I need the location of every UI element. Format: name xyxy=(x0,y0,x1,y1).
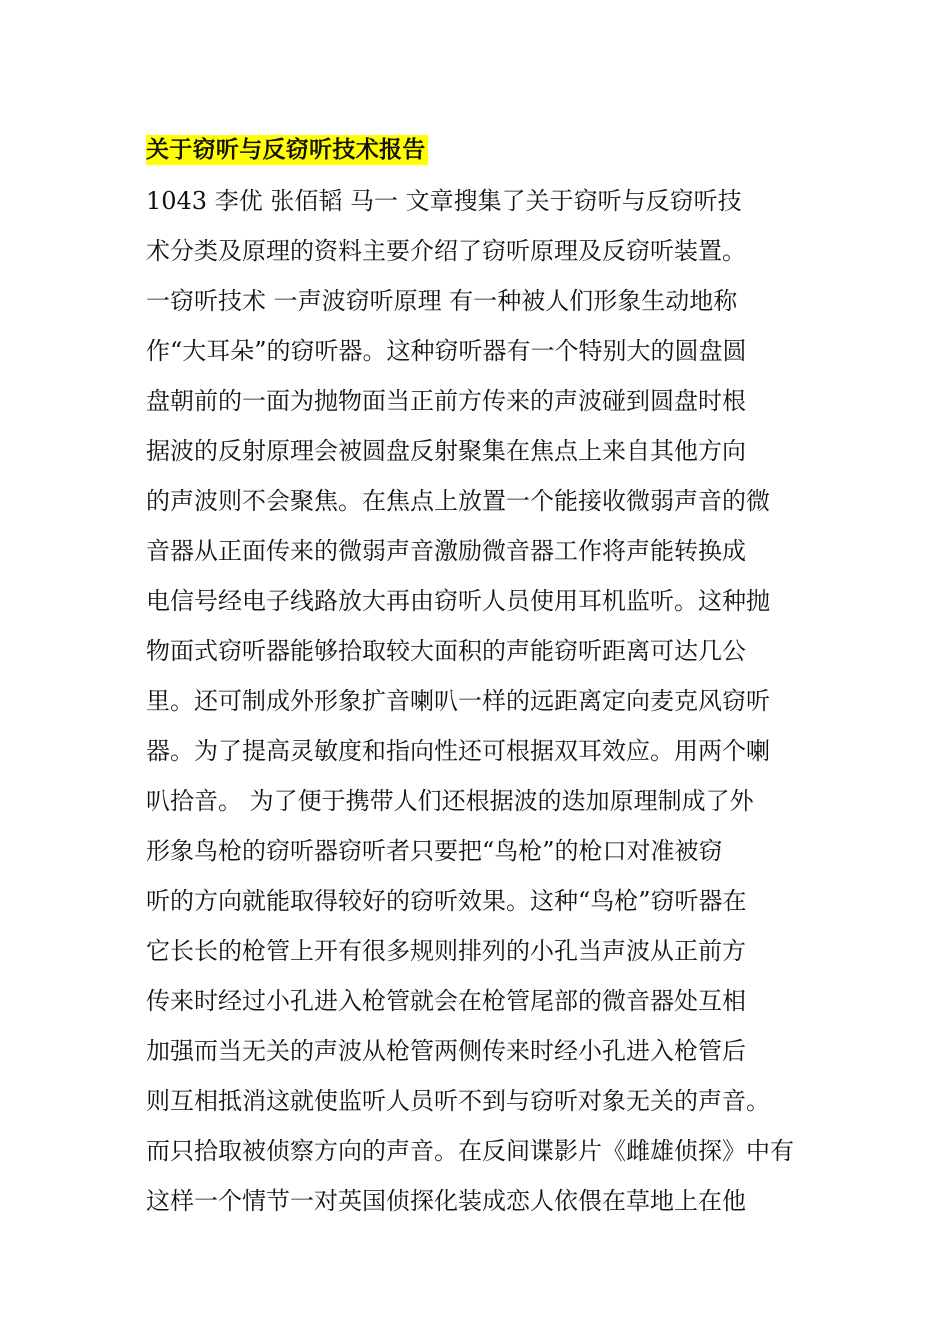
text-line: 的声波则不会聚焦。在焦点上放置一个能接收微弱声音的微 xyxy=(146,487,770,515)
text-line: 一窃听技术 一声波窃听原理 有一种被人们形象生动地称 xyxy=(146,287,738,315)
text-line: 音器从正面传来的微弱声音激励微音器工作将声能转换成 xyxy=(146,537,746,565)
text-line: 1043 李优 张佰韬 马一 文章搜集了关于窃听与反窃听技 xyxy=(146,187,742,215)
text-line: 叭拾音。 为了便于携带人们还根据波的迭加原理制成了外 xyxy=(146,787,754,815)
text-line: 器。为了提高灵敏度和指向性还可根据双耳效应。用两个喇 xyxy=(146,737,770,765)
text-line: 加强而当无关的声波从枪管两侧传来时经小孔进入枪管后 xyxy=(146,1037,746,1065)
text-line: 作“大耳朵”的窃听器。这种窃听器有一个特别大的圆盘圆 xyxy=(146,337,747,365)
text-line: 则互相抵消这就使监听人员听不到与窃听对象无关的声音。 xyxy=(146,1087,770,1115)
document-title: 关于窃听与反窃听技术报告 xyxy=(146,137,426,163)
text-line: 而只拾取被侦察方向的声音。在反间谍影片《雌雄侦探》中有 xyxy=(146,1137,794,1165)
text-line: 电信号经电子线路放大再由窃听人员使用耳机监听。这种抛 xyxy=(146,587,770,615)
text-line: 它长长的枪管上开有很多规则排列的小孔当声波从正前方 xyxy=(146,937,746,965)
text-line: 里。还可制成外形象扩音喇叭一样的远距离定向麦克风窃听 xyxy=(146,687,770,715)
text-line: 形象鸟枪的窃听器窃听者只要把“鸟枪”的枪口对准被窃 xyxy=(146,837,723,865)
text-line: 听的方向就能取得较好的窃听效果。这种“鸟枪”窃听器在 xyxy=(146,887,747,915)
title-line xyxy=(146,128,811,172)
text-line: 据波的反射原理会被圆盘反射聚集在焦点上来自其他方向 xyxy=(146,437,746,465)
text-line: 术分类及原理的资料主要介绍了窃听原理及反窃听装置。 xyxy=(146,237,746,265)
text-line: 这样一个情节一对英国侦探化装成恋人依偎在草地上在他 xyxy=(146,1187,746,1215)
text-line: 盘朝前的一面为抛物面当正前方传来的声波碰到圆盘时根 xyxy=(146,387,746,415)
text-line: 物面式窃听器能够拾取较大面积的声能窃听距离可达几公 xyxy=(146,637,746,665)
text-line: 传来时经过小孔进入枪管就会在枪管尾部的微音器处互相 xyxy=(146,987,746,1015)
document-body xyxy=(146,128,811,1226)
